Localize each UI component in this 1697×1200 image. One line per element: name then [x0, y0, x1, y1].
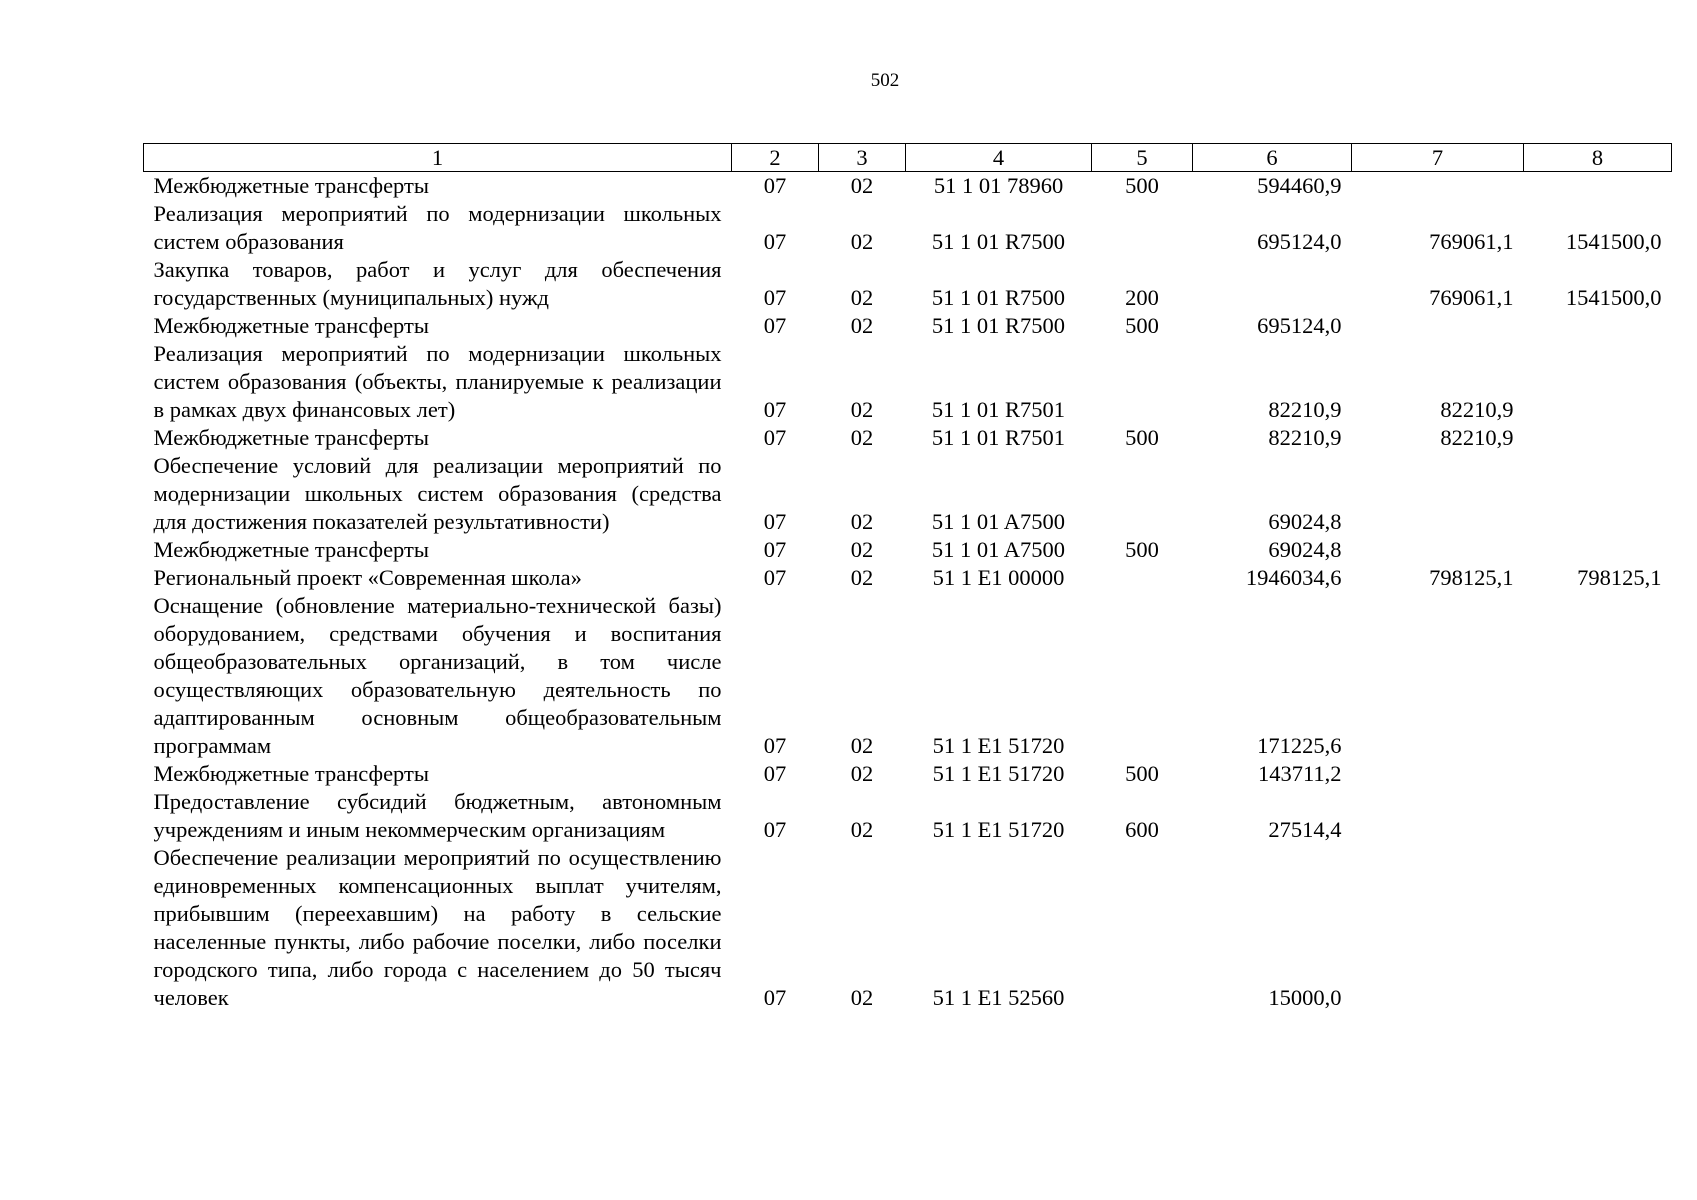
- row-section: 07: [763, 313, 787, 338]
- row-amount-col6: 69024,8: [1268, 537, 1342, 562]
- row-section: 07: [763, 425, 787, 450]
- row-target-article: 51 1 E1 51720: [932, 761, 1065, 786]
- row-target-article: 51 1 01 A7500: [931, 509, 1066, 534]
- header-col-7: 7: [1352, 144, 1524, 172]
- row-subsection: 02: [850, 509, 874, 534]
- row-amount-col8: [1524, 452, 1672, 536]
- row-expense-type: 500: [1125, 313, 1159, 338]
- row-amount-col6: 594460,9: [1257, 173, 1342, 198]
- row-amount-col8: [1524, 172, 1672, 201]
- row-amount-col8: [1524, 788, 1672, 844]
- row-description: Межбюджетные трансферты: [153, 425, 429, 450]
- row-expense-type: 600: [1125, 817, 1159, 842]
- row-amount-col8: [1524, 340, 1672, 424]
- row-target-article: 51 1 01 R7501: [931, 397, 1066, 422]
- row-section: 07: [763, 173, 787, 198]
- row-subsection: 02: [850, 733, 874, 758]
- row-amount-col6: 695124,0: [1257, 313, 1342, 338]
- row-amount-col7: [1352, 172, 1524, 201]
- table-row: [144, 200, 1672, 256]
- row-amount-col6: 695124,0: [1257, 229, 1342, 254]
- row-description: Реализация мероприятий по модернизации школьных систем образования (объекты, планируемые к реализации в рамках двух финансовых лет): [153, 341, 722, 422]
- row-amount-col7: [1352, 760, 1524, 788]
- row-amount-col8: [1524, 592, 1672, 760]
- row-description: Закупка товаров, работ и услуг для обеспечения государственных (муниципальных) нужд: [153, 257, 722, 310]
- row-amount-col6: [1193, 256, 1352, 312]
- row-amount-col8: [1524, 424, 1672, 452]
- row-amount-col7: [1352, 452, 1524, 536]
- row-expense-type: [1092, 200, 1193, 256]
- row-target-article: 51 1 01 R7500: [931, 313, 1066, 338]
- row-amount-col7: [1352, 312, 1524, 340]
- row-expense-type: 200: [1125, 285, 1159, 310]
- row-subsection: 02: [850, 761, 874, 786]
- row-target-article: 51 1 01 78960: [933, 173, 1064, 198]
- header-col-8: 8: [1524, 144, 1672, 172]
- row-amount-col8: 1541500,0: [1565, 285, 1662, 310]
- row-expense-type: 500: [1125, 173, 1159, 198]
- row-description: Оснащение (обновление материально-технической базы) оборудованием, средствами обучения и воспитания общеобразовательных организаций, в том числе осуществляющих образовательную деятельность по адаптированным основным общеобразовательным программам: [153, 593, 722, 758]
- row-target-article: 51 1 E1 00000: [932, 565, 1065, 590]
- row-amount-col6: 171225,6: [1257, 733, 1342, 758]
- row-amount-col8: [1524, 536, 1672, 564]
- budget-table: [143, 143, 1672, 1012]
- row-section: 07: [763, 509, 787, 534]
- table-row: [144, 788, 1672, 844]
- row-amount-col6: 69024,8: [1268, 509, 1342, 534]
- header-col-1: 1: [144, 144, 732, 172]
- row-amount-col6: 1946034,6: [1245, 565, 1342, 590]
- row-expense-type: 500: [1125, 761, 1159, 786]
- row-section: 07: [763, 537, 787, 562]
- table-row: [144, 592, 1672, 760]
- row-subsection: 02: [850, 817, 874, 842]
- row-target-article: 51 1 E1 52560: [932, 985, 1065, 1010]
- row-expense-type: [1092, 564, 1193, 592]
- row-expense-type: [1092, 340, 1193, 424]
- row-description: Межбюджетные трансферты: [153, 537, 429, 562]
- row-subsection: 02: [850, 229, 874, 254]
- row-description: Региональный проект «Современная школа»: [153, 565, 582, 590]
- row-section: 07: [763, 817, 787, 842]
- row-expense-type: 500: [1125, 425, 1159, 450]
- table-row: [144, 452, 1672, 536]
- table-row: [144, 340, 1672, 424]
- table-row: [144, 256, 1672, 312]
- row-amount-col7: 769061,1: [1429, 285, 1514, 310]
- row-expense-type: 500: [1125, 537, 1159, 562]
- row-description: Обеспечение реализации мероприятий по осуществлению единовременных компенсационных выплат учителям, прибывшим (переехавшим) на работу в сельские населенные пункты, либо рабочие поселки, либо поселки городского типа, либо города с населением до 50 тысяч человек: [153, 845, 722, 1010]
- row-section: 07: [763, 733, 787, 758]
- table-row: [144, 424, 1672, 452]
- row-amount-col7: 798125,1: [1429, 565, 1514, 590]
- row-subsection: 02: [850, 397, 874, 422]
- row-description: Межбюджетные трансферты: [153, 313, 429, 338]
- table-row: [144, 312, 1672, 340]
- row-amount-col7: 769061,1: [1429, 229, 1514, 254]
- row-description: Межбюджетные трансферты: [153, 173, 429, 198]
- row-amount-col7: 82210,9: [1440, 397, 1514, 422]
- row-amount-col7: [1352, 844, 1524, 1012]
- row-amount-col8: [1524, 760, 1672, 788]
- row-subsection: 02: [850, 285, 874, 310]
- row-target-article: 51 1 01 R7500: [931, 285, 1066, 310]
- row-target-article: 51 1 E1 51720: [932, 817, 1065, 842]
- row-subsection: 02: [850, 173, 874, 198]
- row-description: Предоставление субсидий бюджетным, автономным учреждениям и иным некоммерческим организациям: [153, 789, 722, 842]
- row-section: 07: [763, 397, 787, 422]
- row-amount-col8: 798125,1: [1577, 565, 1662, 590]
- table-row: [144, 844, 1672, 1012]
- row-amount-col6: 15000,0: [1268, 985, 1342, 1010]
- row-expense-type: [1092, 844, 1193, 1012]
- header-col-6: 6: [1193, 144, 1352, 172]
- table-row: [144, 760, 1672, 788]
- row-amount-col8: [1524, 312, 1672, 340]
- page-number: 502: [870, 70, 900, 91]
- row-description: Обеспечение условий для реализации мероприятий по модернизации школьных систем образования (средства для достижения показателей результативности): [153, 453, 722, 534]
- row-expense-type: [1092, 452, 1193, 536]
- row-subsection: 02: [850, 985, 874, 1010]
- row-amount-col6: 27514,4: [1268, 817, 1342, 842]
- row-target-article: 51 1 E1 51720: [932, 733, 1065, 758]
- row-section: 07: [763, 565, 787, 590]
- header-col-2: 2: [732, 144, 819, 172]
- row-amount-col6: 143711,2: [1257, 761, 1342, 786]
- header-col-4: 4: [906, 144, 1092, 172]
- row-section: 07: [763, 229, 787, 254]
- header-col-3: 3: [819, 144, 906, 172]
- row-section: 07: [763, 761, 787, 786]
- row-amount-col7: [1352, 592, 1524, 760]
- row-description: Реализация мероприятий по модернизации школьных систем образования: [153, 201, 722, 254]
- row-target-article: 51 1 01 A7500: [931, 537, 1066, 562]
- table-body: [144, 172, 1672, 1013]
- row-target-article: 51 1 01 R7501: [931, 425, 1066, 450]
- row-description: Межбюджетные трансферты: [153, 761, 429, 786]
- row-amount-col6: 82210,9: [1268, 397, 1342, 422]
- row-amount-col7: [1352, 788, 1524, 844]
- header-col-5: 5: [1092, 144, 1193, 172]
- row-subsection: 02: [850, 565, 874, 590]
- row-amount-col8: [1524, 844, 1672, 1012]
- row-target-article: 51 1 01 R7500: [931, 229, 1066, 254]
- row-subsection: 02: [850, 313, 874, 338]
- table-row: [144, 564, 1672, 592]
- row-amount-col6: 82210,9: [1268, 425, 1342, 450]
- row-section: 07: [763, 285, 787, 310]
- row-section: 07: [763, 985, 787, 1010]
- row-amount-col7: [1352, 536, 1524, 564]
- row-amount-col7: 82210,9: [1440, 425, 1514, 450]
- row-subsection: 02: [850, 425, 874, 450]
- table-row: [144, 536, 1672, 564]
- row-amount-col8: 1541500,0: [1565, 229, 1662, 254]
- table-row: [144, 172, 1672, 201]
- row-expense-type: [1092, 592, 1193, 760]
- table-header-row: [144, 144, 1672, 172]
- row-subsection: 02: [850, 537, 874, 562]
